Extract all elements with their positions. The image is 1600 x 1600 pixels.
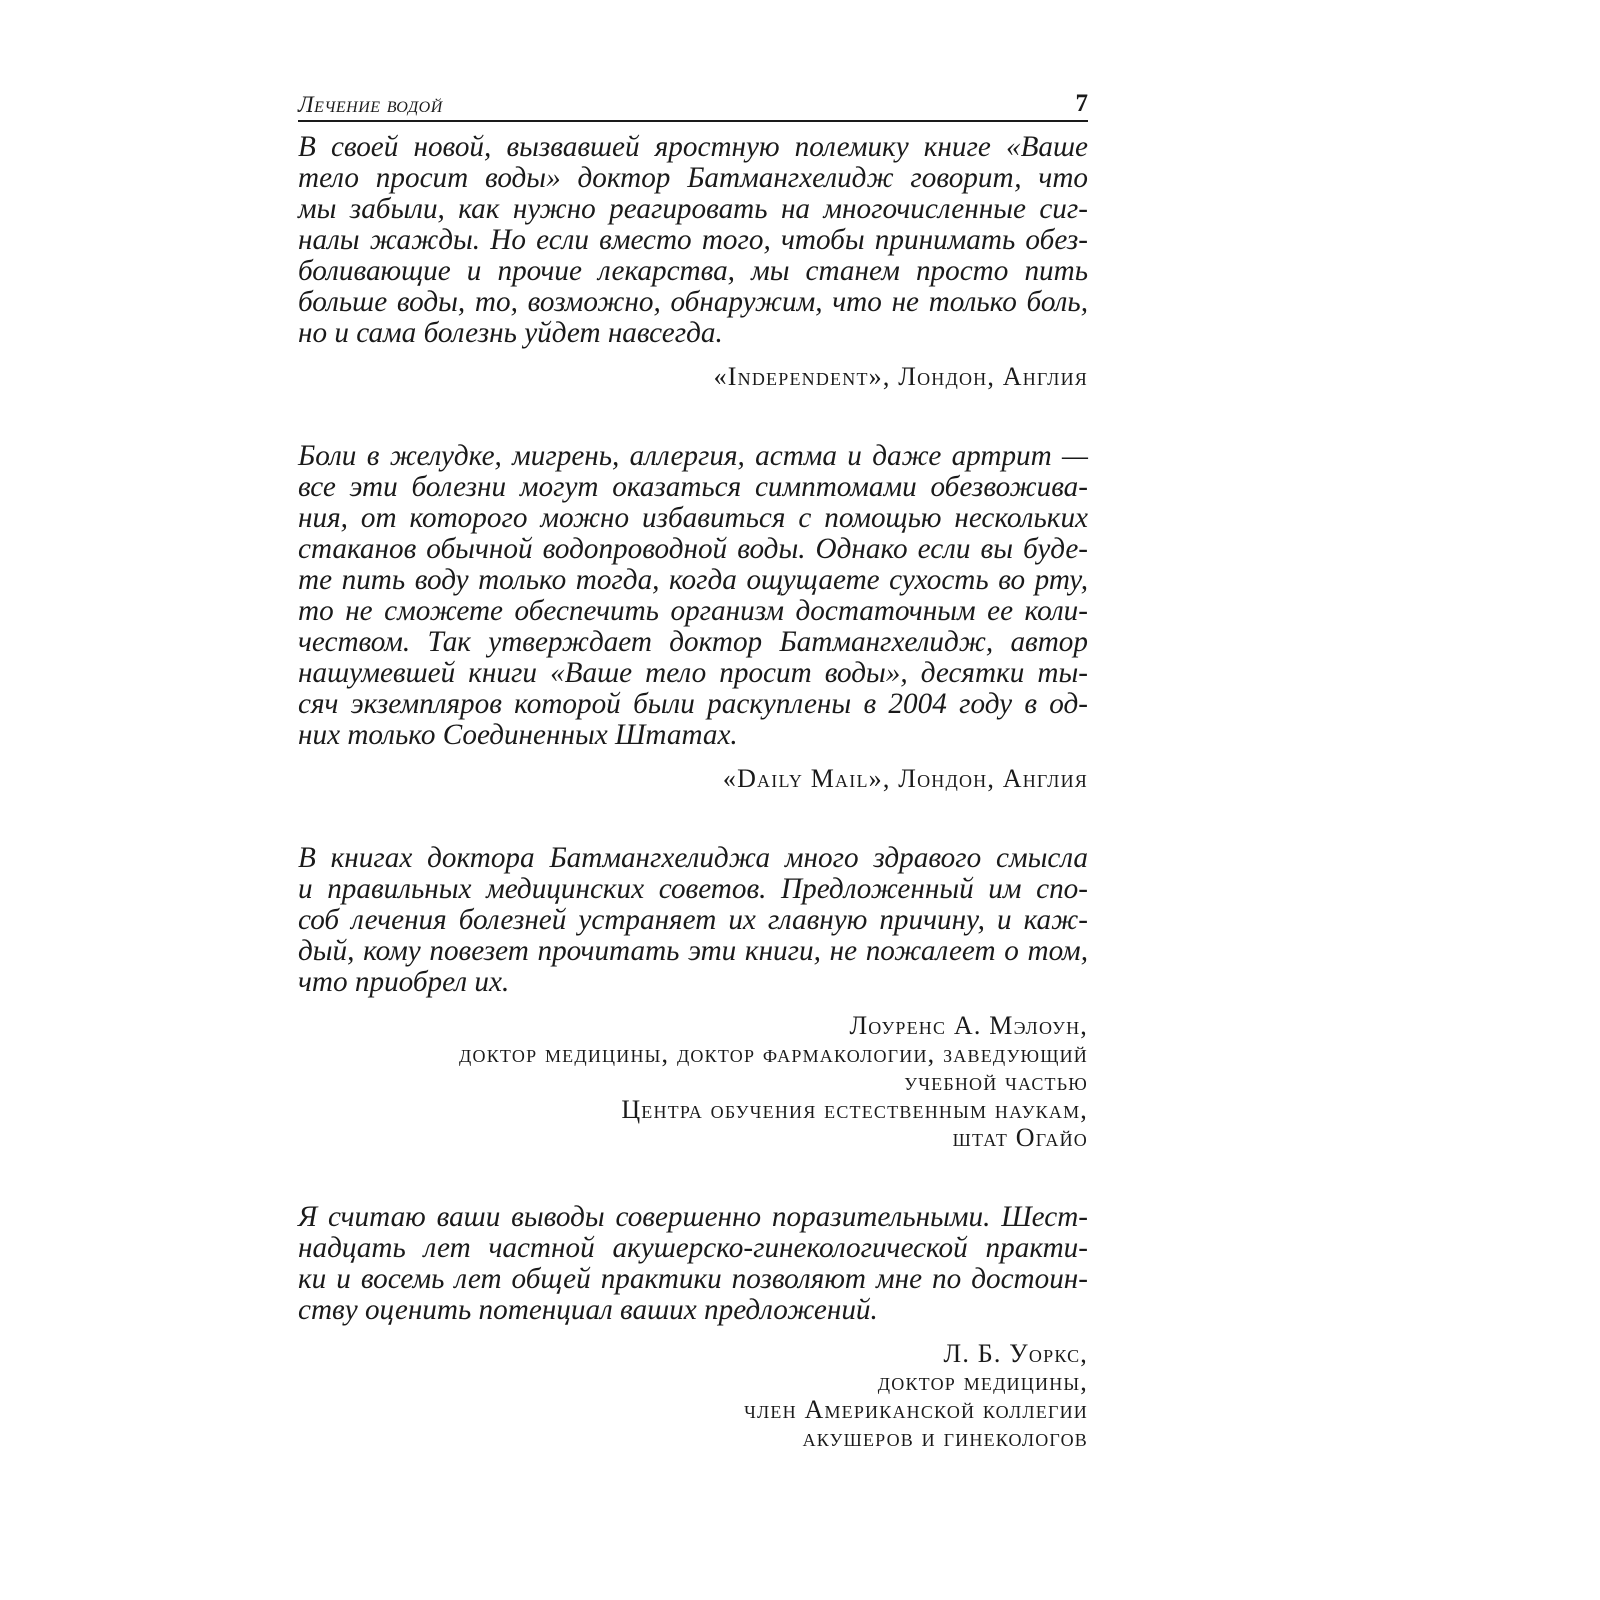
review-source-1 (298, 363, 1088, 391)
quote-line: чеством. Так утверждает доктор Батмангхелидж, автор (298, 626, 1088, 658)
quote-line: то не сможете обеспечить организм достаточным ее коли- (298, 595, 1088, 627)
quote-line: нашумевшей книги «Ваше тело просит воды», десятки ты- (298, 657, 1088, 689)
source-line: Л. Б. Уоркс, (943, 1339, 1088, 1368)
quote-line: больше воды, то, возможно, обнаружим, что не только боль, (298, 286, 1088, 318)
quote-line: В своей новой, вызвавшей яростную полемику книге «Ваше (298, 131, 1088, 163)
quote-line: мы забыли, как нужно реагировать на многочисленные сиг- (298, 193, 1088, 225)
page-number: 7 (1075, 90, 1088, 117)
review-quote-2 (298, 441, 1088, 751)
quote-line: и правильных медицинских советов. Предложенный им спо- (298, 873, 1088, 905)
review-source-4 (298, 1340, 1088, 1452)
source-line: штат Огайо (952, 1123, 1088, 1152)
quote-line: все эти болезни могут оказаться симптомами обезвожива- (298, 471, 1088, 503)
review-source-3 (298, 1012, 1088, 1152)
quote-line: ния, от которого можно избавиться с помощью нескольких (298, 502, 1088, 534)
quote-line: Боли в желудке, мигрень, аллергия, астма и даже артрит — (298, 440, 1088, 472)
book-page (298, 88, 1088, 1452)
review-quote-4 (298, 1202, 1088, 1326)
quote-line: стаканов обычной водопроводной воды. Однако если вы буде- (298, 533, 1088, 565)
quote-line: них только Соединенных Штатах. (298, 719, 738, 751)
quote-line: надцать лет частной акушерско-гинекологической практи- (298, 1232, 1088, 1264)
quote-line: Я считаю ваши выводы совершенно поразительными. Шест- (298, 1201, 1088, 1233)
running-title: Лечение водой (298, 92, 443, 117)
source-line: член Американской коллегии (744, 1395, 1088, 1424)
quote-line: соб лечения болезней устраняет их главную причину, и каж- (298, 904, 1088, 936)
quote-line: что приобрел их. (298, 966, 510, 998)
source-line: доктор медицины, доктор фармакологии, заведующий (459, 1039, 1088, 1068)
running-head (298, 88, 1088, 122)
quote-line: боливающие и прочие лекарства, мы станем просто пить (298, 255, 1088, 287)
quote-line: В книгах доктора Батмангхелиджа много здравого смысла (298, 842, 1088, 874)
quote-line: налы жажды. Но если вместо того, чтобы принимать обез- (298, 224, 1088, 256)
quote-line: ству оценить потенциал ваших предложений. (298, 1294, 878, 1326)
quote-line: сяч экземпляров которой были раскуплены в 2004 году в од- (298, 688, 1088, 720)
source-line: доктор медицины, (877, 1367, 1088, 1396)
review-quote-1 (298, 132, 1088, 349)
quote-line: те пить воду только тогда, когда ощущаете сухость во рту, (298, 564, 1088, 596)
source-line: «Daily Mail», Лондон, Англия (722, 764, 1088, 793)
source-line: учебной частью (904, 1067, 1088, 1096)
source-line: Лоуренс А. Мэлоун, (849, 1011, 1088, 1040)
quote-line: но и сама болезнь уйдет навсегда. (298, 317, 723, 349)
quote-line: дый, кому повезет прочитать эти книги, не пожалеет о том, (298, 935, 1088, 967)
review-quote-3 (298, 843, 1088, 998)
source-line: «Independent», Лондон, Англия (713, 362, 1088, 391)
quote-line: тело просит воды» доктор Батмангхелидж говорит, что (298, 162, 1088, 194)
quote-line: ки и восемь лет общей практики позволяют мне по достоин- (298, 1263, 1088, 1295)
review-source-2 (298, 765, 1088, 793)
source-line: акушеров и гинекологов (802, 1423, 1088, 1452)
source-line: Центра обучения естественным наукам, (621, 1095, 1088, 1124)
